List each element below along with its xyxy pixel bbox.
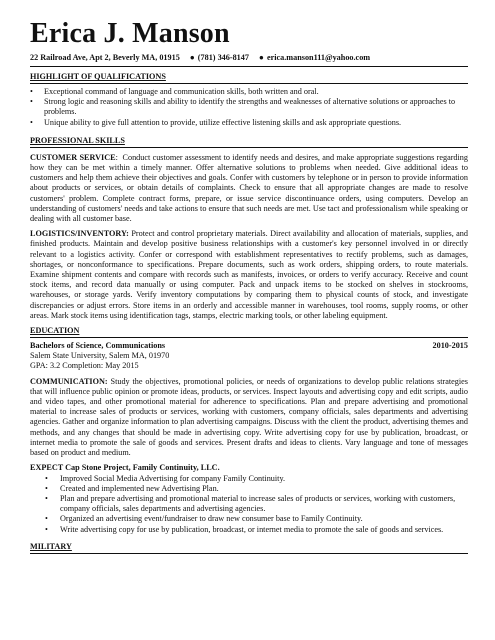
- phone: (781) 346-8147: [197, 53, 249, 62]
- logistics-paragraph: [30, 229, 468, 321]
- bullet: •: [45, 493, 48, 503]
- list-item: [30, 474, 468, 484]
- address: 22 Railroad Ave, Apt 2, Beverly MA, 01915: [30, 53, 180, 62]
- section-heading-skills: [30, 135, 468, 148]
- section-heading-education: [30, 325, 468, 338]
- highlights-heading-text: HIGHLIGHT OF QUALIFICATIONS: [30, 72, 166, 81]
- bullet: •: [45, 483, 48, 493]
- bullet: •: [30, 117, 33, 127]
- section-heading-highlights: [30, 71, 468, 84]
- separator-2: ●: [259, 53, 264, 62]
- list-item: [30, 118, 468, 128]
- list-item-text: Strong logic and reasoning skills and ability to identify the strengths and weaknesses of alternative solutions or approaches to problems.: [44, 97, 456, 117]
- logistics-title: LOGISTICS/INVENTORY:: [30, 229, 129, 239]
- bullet: •: [45, 524, 48, 534]
- communication-title: COMMUNICATION:: [30, 376, 108, 386]
- list-item: [30, 525, 468, 535]
- section-rule: [30, 553, 468, 554]
- list-item-text: Unique ability to give full attention to provide, utilize effective listening skills and ask appropriate questions.: [44, 117, 402, 127]
- list-item-text: Exceptional command of language and communication skills, both written and oral.: [44, 87, 319, 96]
- gpa: GPA: 3.2 Completion: May 2015: [30, 361, 139, 371]
- section-rule: [30, 83, 468, 84]
- list-item: [30, 97, 468, 117]
- list-item-text: Organized an advertising event/fundraiser to draw new consumer base to Family Continuity.: [60, 514, 363, 524]
- list-item-text: Write advertising copy for use by publication, broadcast, or internet media to promote the sale of goods and services.: [60, 524, 444, 534]
- bullet: •: [30, 97, 33, 107]
- list-item: [30, 484, 468, 494]
- section-rule: [30, 337, 468, 338]
- project-title: EXPECT Cap Stone Project, Family Continuity, LLC.: [30, 463, 220, 473]
- degree-years: 2010-2015: [432, 341, 468, 351]
- section-rule: [30, 147, 468, 148]
- communication-text: Study the objectives, promotional policies, or needs of organizations to develop public relations strategies that will influence public opinion or promote ideas, products, or services. Inspect layouts and advertising copy and edit scripts, audio and video tapes, and other promotional material for adherence to specifications. Plan and prepare advertising and promotional material to increase sales of products or services, working with customers, company officials, sales departments and advertising agencies. Gather and organize information to plan advertising campaigns. Discuss with the client the product, advertising themes and methods, and any changes that should be made in advertising copy. Write advertising copy for use by publication, broadcast, or internet media to promote the sale of goods and services. Present drafts and ideas to clients. Vary language and tone of messages based on product and medium.: [30, 376, 468, 458]
- list-item-text: Improved Social Media Advertising for company Family Continuity.: [60, 473, 286, 483]
- communication-paragraph: [30, 377, 468, 459]
- education-heading-text: EDUCATION: [30, 326, 80, 336]
- skills-heading-text: PROFESSIONAL SKILLS: [30, 135, 125, 145]
- header-rule: [30, 66, 468, 67]
- candidate-name: Erica J. Manson: [30, 18, 230, 49]
- bullet: •: [30, 87, 33, 96]
- school: Salem State University, Salem MA, 01970: [30, 351, 170, 361]
- customer-service-text: Conduct customer assessment to identify needs and desires, and make appropriate suggestions regarding how they can be met within a timely manner. Offer alternative solutions to problems when needed. Give additional ideas to customers and help them achieve their objectives and goals. Confer with customers by telephone or in person to provide information about products or services, or obtain details of complaints. Check to ensure that all appropriate changes are made to resolve customers' problem. Complete contract forms, prepare, or issue service discontinuance orders, using computers. Develop an understanding of customers' needs and take actions to ensure that such needs are met. Use tact and professionalism while speaking or dealing with all customer base.: [30, 152, 468, 224]
- customer-service-paragraph: CUSTOMER SERVICE: Conduct customer assessment to identify needs and desires, and make appropriate suggestions regarding how they can be met within a timely manner. Offer alternative solutions to problems when needed. Give additional ideas to customers and help them achieve their objectives and goals. Confer with customers by telephone or in person to provide information about products or services, or obtain details of complaints. Check to ensure that all appropriate changes are made to resolve customers' problem. Complete contract forms, prepare, or issue service discontinuance orders, using computers. Develop an understanding of customers' needs and take actions to ensure that such needs are met. Use tact and professionalism while speaking or dealing with all customer base.: [30, 152, 468, 224]
- section-heading-military: [30, 541, 468, 554]
- list-item-text: Created and implemented new Advertising Plan.: [60, 483, 219, 493]
- bullet: •: [45, 473, 48, 483]
- resume-page: [30, 18, 468, 554]
- list-item: [30, 514, 468, 524]
- degree: Bachelors of Science, Communications: [30, 341, 166, 351]
- degree-row: [30, 341, 468, 351]
- list-item: [30, 494, 468, 514]
- highlights-list: [30, 87, 468, 128]
- bullet: •: [45, 514, 48, 524]
- customer-service-title: CUSTOMER SERVICE: [30, 152, 116, 162]
- list-item-text: Plan and prepare advertising and promotional material to increase sales of products or services, working with customers, company officials, sales departments and advertising agencies.: [60, 493, 456, 514]
- contact-line: [30, 52, 468, 63]
- project-list: [30, 474, 468, 535]
- separator-1: ●: [189, 53, 195, 62]
- military-heading-text: MILITARY: [30, 541, 72, 551]
- logistics-text: Protect and control proprietary materials. Direct availability and allocation of materials, supplies, and finished products. Maintain and develop positive business relationships with a customer's key personnel involved in or directly relevant to a logistics activity. Confer or correspond with establishment representatives to rectify problems, such as damages, shortages, or nonconformance to specifications. Prepare documents, such as work orders, shipping orders, to route materials. Examine shipment contents and compare with records such as manifests, invoices, or orders to verify accuracy. Receive and count stock items, and record data manually or using computer. Pack and unpack items to be stocked on shelves in stockrooms, warehouses, or storage yards. Verify inventory computations by comparing them to physical counts of stock, and investigate discrepancies or adjust errors. Store items in an orderly and accessible manner in warehouses, tool rooms, supply rooms, or other areas. Mark stock items using identification tags, stamps, electric marking tools, or other labeling equipment.: [30, 229, 468, 320]
- list-item: [30, 87, 468, 97]
- email: erica.manson111@yahoo.com: [266, 53, 371, 62]
